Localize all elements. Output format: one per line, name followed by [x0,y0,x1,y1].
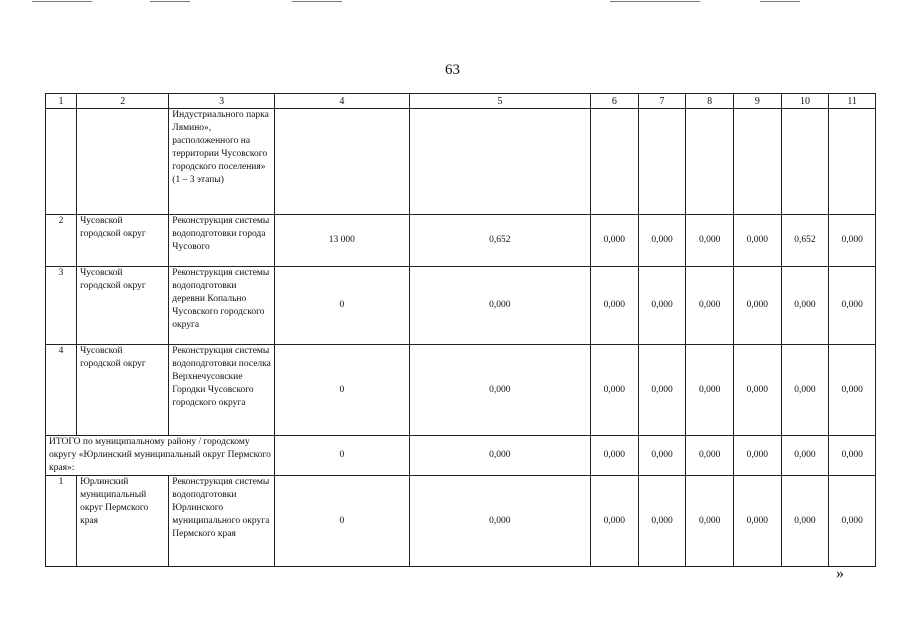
row-index [46,109,77,215]
column-header: 4 [274,94,409,109]
value-cell [591,109,639,215]
value-cell: 0 [274,436,409,476]
page-number: 63 [445,62,460,78]
total-row [46,436,876,476]
value-cell: 0,000 [829,476,876,567]
value-cell: 0,000 [591,436,639,476]
value-cell: 0,000 [409,345,590,436]
column-header: 9 [733,94,781,109]
value-cell: 0 [274,345,409,436]
column-header: 1 [46,94,77,109]
value-cell: 0,000 [829,267,876,345]
value-cell: 0 [274,476,409,567]
row-index: 3 [46,267,77,345]
total-label: ИТОГО по муниципальному району / городскому округу «Юрлинский муниципальный округ Пермского края»: [46,436,275,476]
municipality-cell: Юрлинский муниципальный округ Пермского края [77,476,169,567]
value-cell: 0,000 [686,345,734,436]
value-cell [781,109,829,215]
value-cell: 0,000 [409,436,590,476]
value-cell: 0,000 [829,215,876,267]
value-cell: 0,000 [829,345,876,436]
municipality-cell [77,109,169,215]
value-cell: 0,000 [733,215,781,267]
column-header: 8 [686,94,734,109]
column-header: 3 [169,94,275,109]
value-cell: 13 000 [274,215,409,267]
value-cell [638,109,686,215]
value-cell [733,109,781,215]
value-cell: 0,000 [638,476,686,567]
column-header: 5 [409,94,590,109]
value-cell [686,109,734,215]
value-cell: 0,000 [591,476,639,567]
project-cell: Реконструкция системы водоподготовки Юрлинского муниципального округа Пермского края [169,476,275,567]
column-header: 10 [781,94,829,109]
value-cell: 0,000 [733,476,781,567]
table-row [46,215,876,267]
municipality-cell: Чусовской городской округ [77,215,169,267]
closing-quote: » [836,565,844,582]
value-cell: 0,652 [781,215,829,267]
scan-edge-marks [0,0,905,4]
value-cell: 0,000 [409,476,590,567]
value-cell: 0,000 [781,476,829,567]
project-cell: Индустриального парка Лямино», расположенного на территории Чусовского городского поселения» (1 – 3 этапы) [169,109,275,215]
table-row [46,267,876,345]
municipality-cell: Чусовской городской округ [77,345,169,436]
value-cell: 0,000 [591,215,639,267]
project-cell: Реконструкция системы водоподготовки деревни Копально Чусовского городского округа [169,267,275,345]
value-cell: 0,000 [733,267,781,345]
table-row [46,345,876,436]
municipality-cell: Чусовской городской округ [77,267,169,345]
value-cell: 0,000 [781,345,829,436]
value-cell: 0,000 [409,267,590,345]
value-cell: 0,000 [638,215,686,267]
value-cell [409,109,590,215]
column-header: 2 [77,94,169,109]
column-header: 11 [829,94,876,109]
row-index: 1 [46,476,77,567]
value-cell: 0,000 [686,215,734,267]
row-index: 4 [46,345,77,436]
value-cell: 0,000 [638,267,686,345]
value-cell: 0,000 [591,267,639,345]
project-cell: Реконструкция системы водоподготовки города Чусового [169,215,275,267]
value-cell: 0,000 [733,345,781,436]
column-header: 7 [638,94,686,109]
value-cell: 0,000 [591,345,639,436]
value-cell: 0,000 [781,267,829,345]
value-cell: 0,000 [638,345,686,436]
value-cell: 0,000 [829,436,876,476]
data-table [45,93,876,567]
value-cell: 0,000 [686,476,734,567]
value-cell: 0,000 [686,436,734,476]
value-cell [274,109,409,215]
value-cell: 0,000 [781,436,829,476]
value-cell: 0,000 [638,436,686,476]
value-cell: 0,000 [686,267,734,345]
column-header: 6 [591,94,639,109]
value-cell: 0 [274,267,409,345]
project-cell: Реконструкция системы водоподготовки поселка Верхнечусовские Городки Чусовского городского округа [169,345,275,436]
value-cell [829,109,876,215]
table-row [46,476,876,567]
row-index: 2 [46,215,77,267]
table-row [46,109,876,215]
value-cell: 0,000 [733,436,781,476]
value-cell: 0,652 [409,215,590,267]
table-header-row [46,94,876,109]
